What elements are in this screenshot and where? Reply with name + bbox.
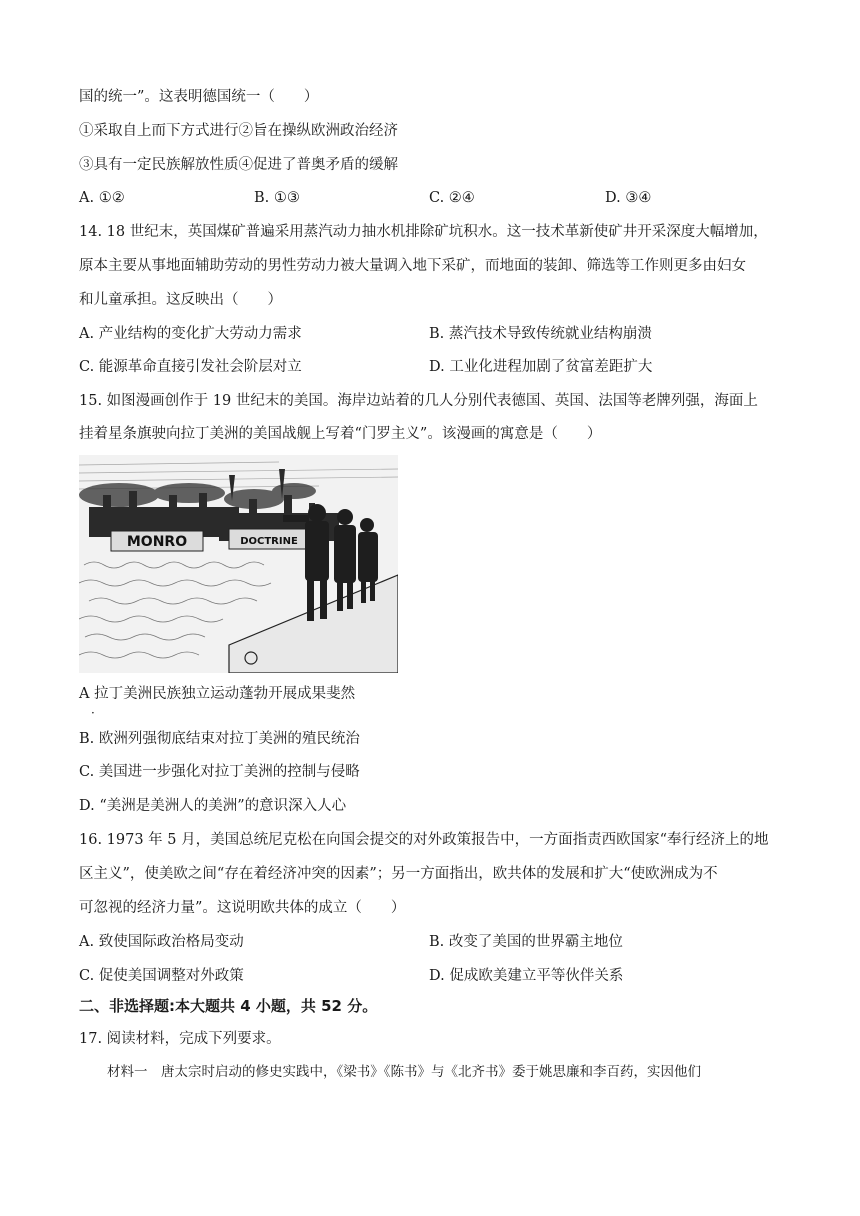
q13-choices-line2: ③具有一定民族解放性质④促进了普奥矛盾的缓解 xyxy=(79,157,398,173)
q13-choices-line1: ①采取自上而下方式进行②旨在操纵欧洲政治经济 xyxy=(79,123,398,139)
q17-material-one: 材料一 唐太宗时启动的修史实践中，《梁书》《陈书》与《北齐书》委于姚思廉和李百药，实因他们 xyxy=(107,1064,701,1080)
q14-option-d[interactable]: D. 工业化进程加剧了贫富差距扩大 xyxy=(429,359,653,375)
q13-option-c[interactable]: C. ②④ xyxy=(429,190,475,206)
q14-stem-line1: 14. 18 世纪末，英国煤矿普遍采用蒸汽动力抽水机排除矿坑积水。这一技术革新使矿井开采深度大幅增加， xyxy=(79,224,768,240)
cartoon-label-right: DOCTRINE xyxy=(240,536,298,547)
section-heading: 二、非选择题:本大题共 4 小题，共 52 分。 xyxy=(79,997,378,1015)
q13-option-b[interactable]: B. ①③ xyxy=(254,190,300,206)
q13-stem-tail: 国的统一”。这表明德国统一（ ） xyxy=(79,89,319,105)
q14-stem-line3: 和儿童承担。这反映出（ ） xyxy=(79,292,282,308)
q14-option-c[interactable]: C. 能源革命直接引发社会阶层对立 xyxy=(79,359,302,375)
q16-option-b[interactable]: B. 改变了美国的世界霸主地位 xyxy=(429,934,623,950)
monroe-doctrine-cartoon xyxy=(79,455,398,673)
q15-option-d[interactable]: D. “美洲是美洲人的美洲”的意识深入人心 xyxy=(79,798,347,814)
q16-stem-line3: 可忽视的经济力量”。这说明欧共体的成立（ ） xyxy=(79,900,406,916)
q13-option-a[interactable]: A. ①② xyxy=(79,190,125,206)
q13-option-d[interactable]: D. ③④ xyxy=(605,190,652,206)
option-dot-mark: · xyxy=(91,706,95,720)
cartoon-label-left: MONRO xyxy=(126,534,188,550)
q14-option-b[interactable]: B. 蒸汽技术导致传统就业结构崩溃 xyxy=(429,326,652,342)
q15-option-a[interactable]: A 拉丁美洲民族独立运动蓬勃开展成果斐然 xyxy=(79,686,356,702)
q14-option-a[interactable]: A. 产业结构的变化扩大劳动力需求 xyxy=(79,326,302,342)
q14-stem-line2: 原本主要从事地面辅助劳动的男性劳动力被大量调入地下采矿，而地面的装卸、筛选等工作则更多由妇女 xyxy=(79,258,746,274)
q16-option-d[interactable]: D. 促成欧美建立平等伙伴关系 xyxy=(429,968,624,984)
q16-stem-line2: 区主义”，使美欧之间“存在着经济冲突的因素”；另一方面指出，欧共体的发展和扩大“使欧洲成为不 xyxy=(79,866,718,882)
q15-stem-line1: 15. 如图漫画创作于 19 世纪末的美国。海岸边站着的几人分别代表德国、英国、法国等老牌列强，海面上 xyxy=(79,393,758,409)
q17-stem: 17. 阅读材料，完成下列要求。 xyxy=(79,1031,281,1047)
q15-option-c[interactable]: C. 美国进一步强化对拉丁美洲的控制与侵略 xyxy=(79,764,360,780)
q16-option-a[interactable]: A. 致使国际政治格局变动 xyxy=(79,934,244,950)
q16-stem-line1: 16. 1973 年 5 月，美国总统尼克松在向国会提交的对外政策报告中，一方面指责西欧国家“奉行经济上的地 xyxy=(79,832,769,848)
q16-option-c[interactable]: C. 促使美国调整对外政策 xyxy=(79,968,244,984)
q15-option-b[interactable]: B. 欧洲列强彻底结束对拉丁美洲的殖民统治 xyxy=(79,731,360,747)
q15-stem-line2: 挂着星条旗驶向拉丁美洲的美国战舰上写着“门罗主义”。该漫画的寓意是（ ） xyxy=(79,426,602,442)
